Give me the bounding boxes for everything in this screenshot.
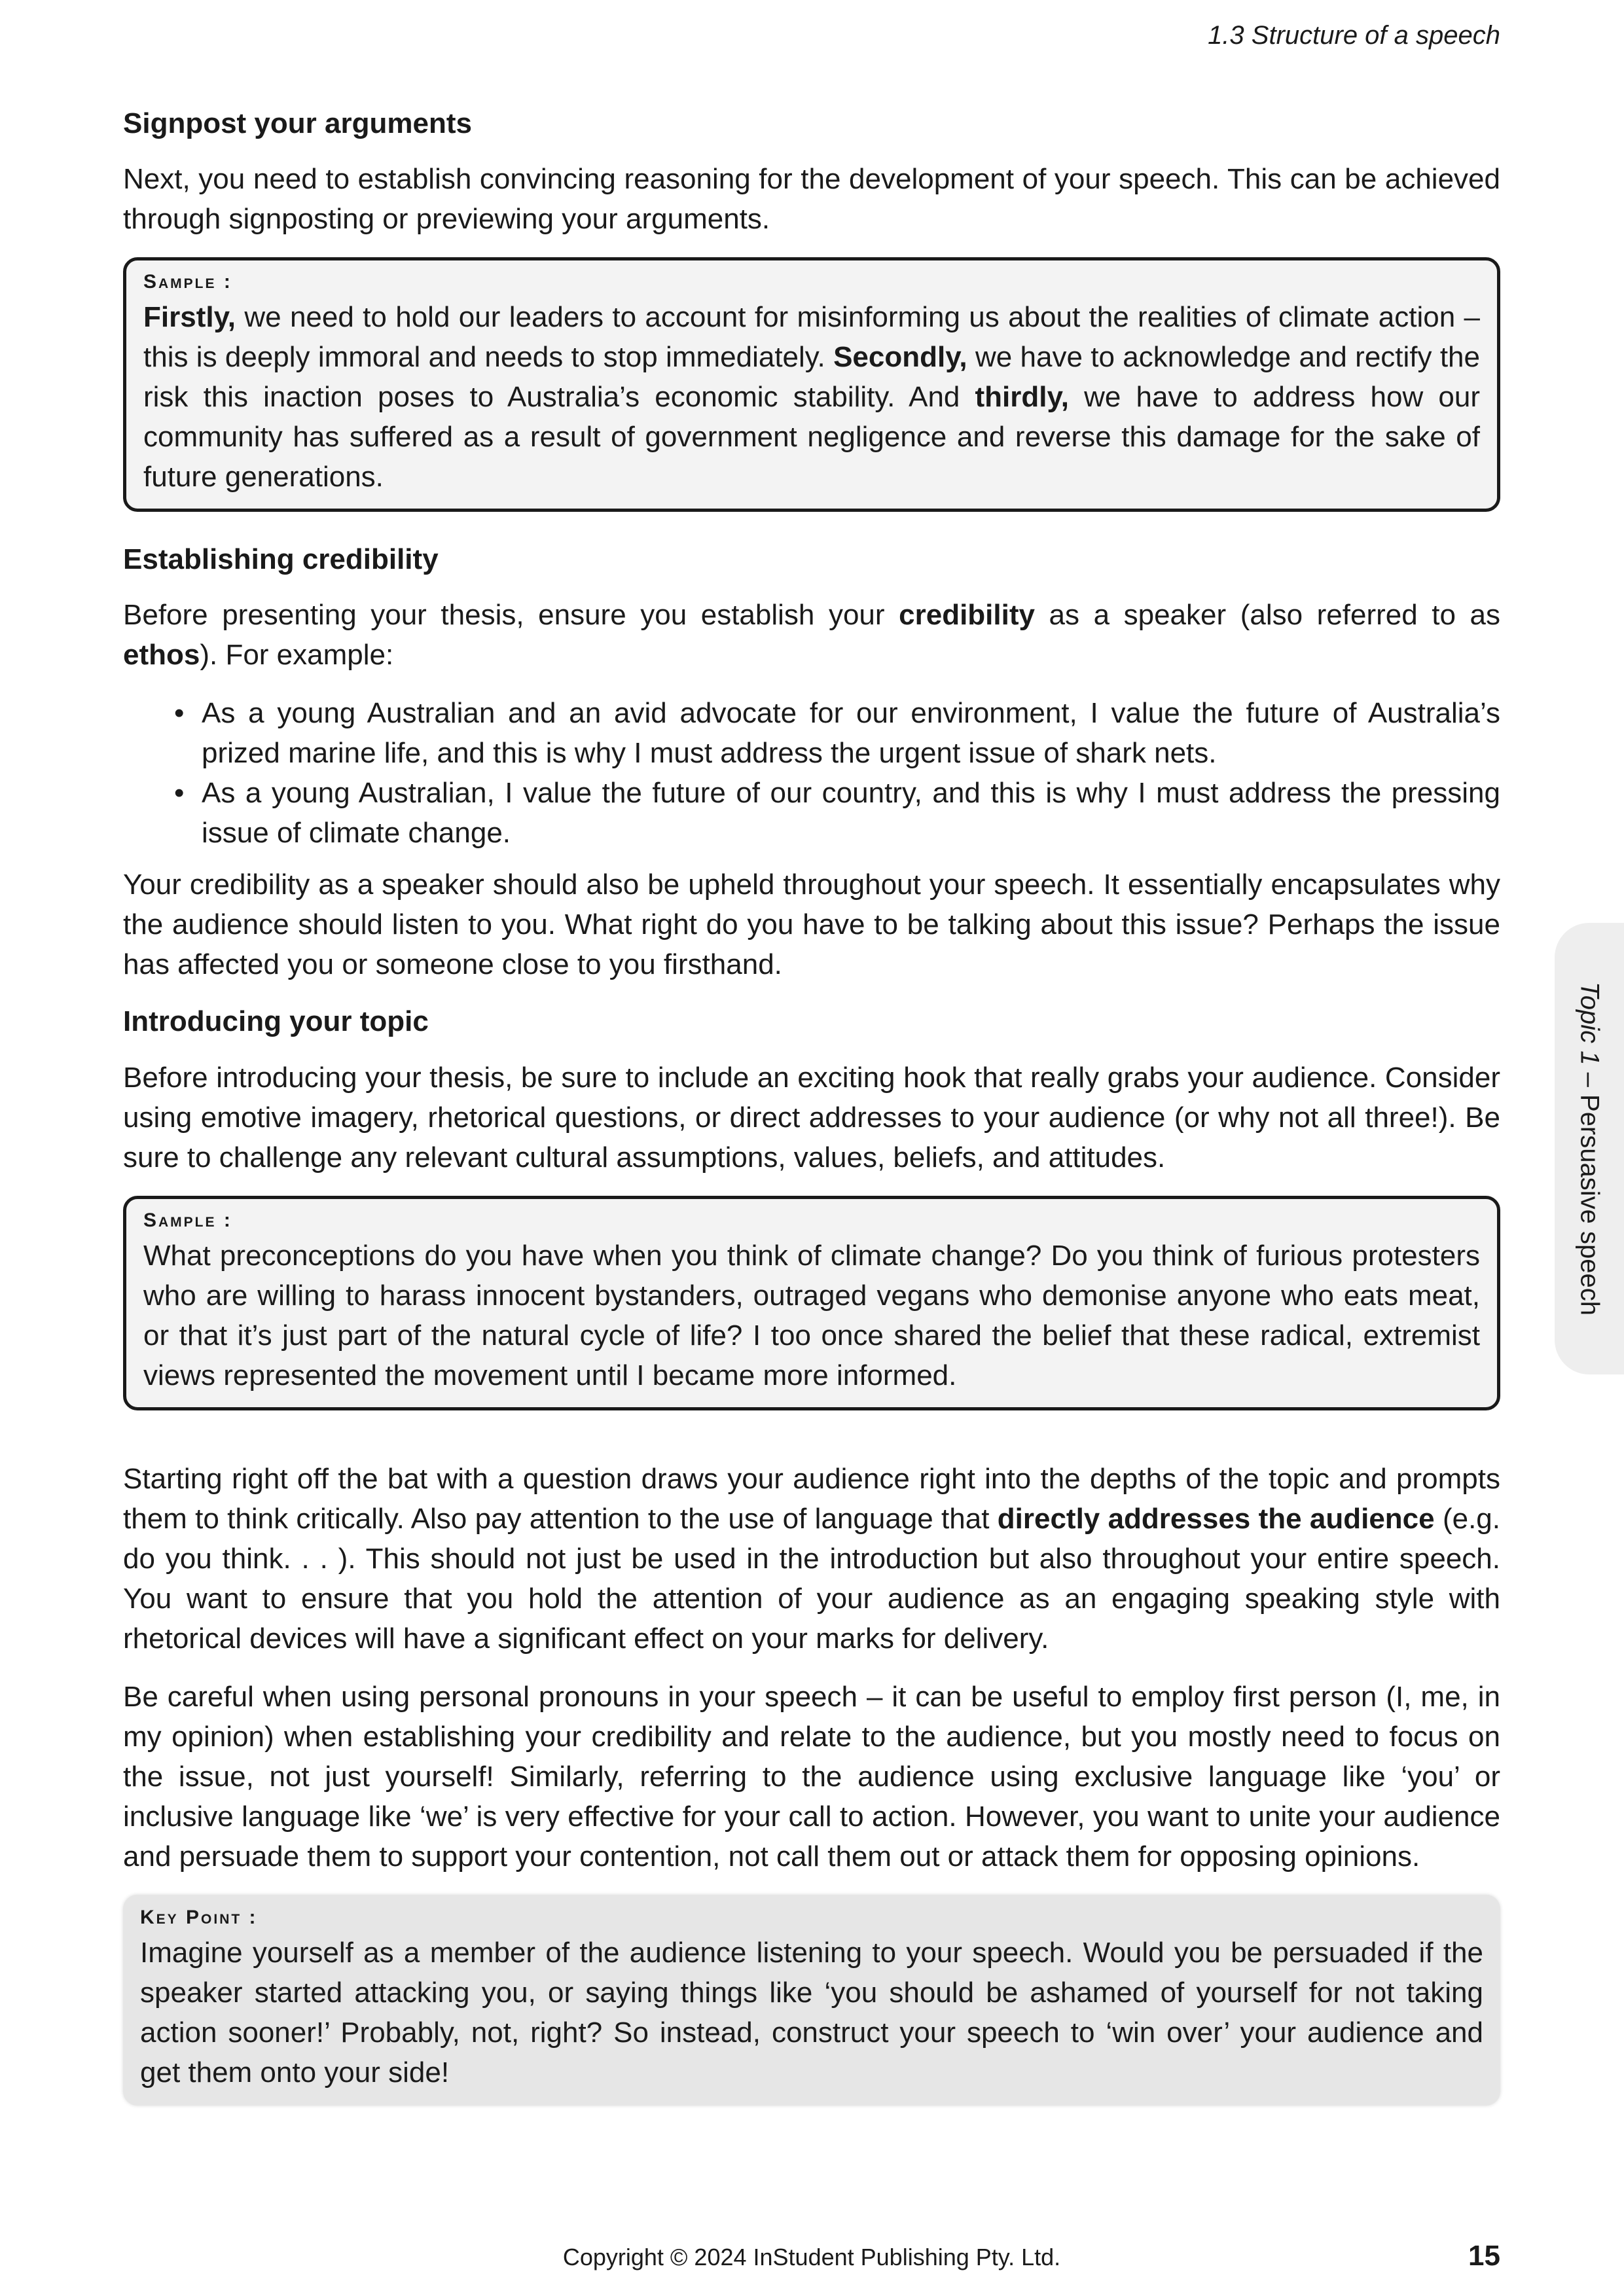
topic-para1-part2: (e.g. do you think. . . ). This should not just be used in the introduction but also throughout your entire speech. You want to ensure that you hold the attention of your audience as an engaging speaking style with rhetorical devices will have a significant effect on your marks for delivery.	[123, 1502, 1500, 1655]
thirdly-bold: thirdly,	[975, 381, 1069, 414]
secondly-bold: Secondly,	[833, 341, 967, 374]
side-tab-topic: Topic 1	[1575, 982, 1604, 1066]
topic-paragraph-1	[123, 1459, 1500, 1659]
bullet: •	[174, 697, 185, 730]
sample-box-topic	[123, 1196, 1500, 1410]
topic-para1-part1: Starting right off the bat with a question draws your audience right into the depths of the topic and prompts them to think critically. Also pay attention to the use of language that	[123, 1462, 1500, 1535]
firstly-bold: Firstly,	[143, 301, 236, 334]
heading-topic: Introducing your topic	[123, 1005, 429, 1038]
footer	[123, 2240, 1500, 2283]
sample-label: Sample :	[143, 1209, 232, 1231]
sample-text-topic: What preconceptions do you have when you think of climate change? Do you think of furious protesters who are willing to harass innocent bystanders, outraged vegans who demonise anyone who eats meat, or that it’s just part of the natural cycle of life? I too once shared the belief that these radical, extremist views represented the movement until I became more informed.	[143, 1239, 1480, 1391]
heading-credibility: Establishing credibility	[123, 543, 439, 576]
key-point-box	[123, 1895, 1500, 2106]
credibility-bold: credibility	[899, 599, 1035, 632]
key-point-text: Imagine yourself as a member of the audience listening to your speech. Would you be persuaded if the speaker started attacking you, or saying things like ‘you should be ashamed of yourself for not taking action sooner!’ Probably, not, right? So instead, construct your speech to ‘win over’ your audience and get them onto your side!	[140, 1936, 1483, 2089]
ethos-bold: ethos	[123, 639, 200, 672]
directly-addresses-bold: directly addresses the audience	[997, 1502, 1435, 1535]
topic-paragraph-2: Be careful when using personal pronouns in your speech – it can be useful to employ first person (I, me, in my opinion) when establishing your credibility and relate to the audience, but you mostly need to focus on the issue, not just yourself! Similarly, referring to the audience using exclusive language like ‘you’ or inclusive language like ‘we’ is very effective for your call to action. However, you want to unite your audience and persuade them to support your contention, not call them out or attack them for opposing opinions.	[123, 1680, 1500, 1873]
credibility-intro-part3: ). For example:	[200, 639, 394, 672]
list-item	[174, 773, 1500, 853]
credibility-intro	[123, 595, 1500, 675]
sample-part2: we have to acknowledge and rectify the risk this inaction poses to Australia’s economic stability. And	[143, 341, 1481, 414]
side-tab	[1555, 923, 1624, 1374]
key-point-label: Key Point :	[140, 1906, 258, 1928]
running-head: 1.3 Structure of a speech	[1208, 21, 1500, 50]
sample-label: Sample :	[143, 271, 232, 293]
sample-text-signpost	[143, 297, 1480, 497]
sample-box-signpost	[123, 257, 1500, 512]
topic-intro: Before introducing your thesis, be sure to include an exciting hook that really grabs your audience. Consider using emotive imagery, rhetorical questions, or direct addresses to your audience (or why not all three!). Be sure to challenge any relevant cultural assumptions, values, beliefs, and attitudes.	[123, 1061, 1500, 1174]
content	[123, 105, 1500, 2106]
heading-signpost: Signpost your arguments	[123, 107, 472, 139]
side-tab-label	[1575, 982, 1604, 1316]
list-item-text: As a young Australian, I value the future of our country, and this is why I must address the pressing issue of climate change.	[202, 777, 1500, 850]
sample-part3: we have to address how our community has suffered as a result of government negligence and reverse this damage for the sake of future generations.	[143, 381, 1481, 493]
bullet: •	[174, 777, 185, 810]
signpost-intro: Next, you need to establish convincing reasoning for the development of your speech. This can be achieved through signposting or previewing your arguments.	[123, 163, 1500, 236]
side-tab-dash: –	[1575, 1065, 1604, 1095]
credibility-outro: Your credibility as a speaker should also be upheld throughout your speech. It essentially encapsulates why the audience should listen to you. What right do you have to be talking about this issue? Perhaps the issue has affected you or someone close to you firsthand.	[123, 869, 1500, 981]
list-item-text: As a young Australian and an avid advocate for our environment, I value the future of Australia’s prized marine life, and this is why I must address the urgent issue of shark nets.	[202, 697, 1500, 770]
sample-part1: we need to hold our leaders to account for misinforming us about the realities of climate action – this is deeply immoral and needs to stop immediately.	[143, 301, 1480, 374]
credibility-intro-part2: as a speaker (also referred to as	[1034, 599, 1500, 632]
copyright: Copyright © 2024 InStudent Publishing Pty. Ltd.	[562, 2244, 1061, 2270]
side-tab-title: Persuasive speech	[1575, 1094, 1604, 1316]
page-number: 15	[1468, 2240, 1500, 2272]
credibility-examples-list	[123, 693, 1500, 853]
list-item	[174, 693, 1500, 773]
credibility-intro-part1: Before presenting your thesis, ensure you establish your	[123, 599, 899, 632]
